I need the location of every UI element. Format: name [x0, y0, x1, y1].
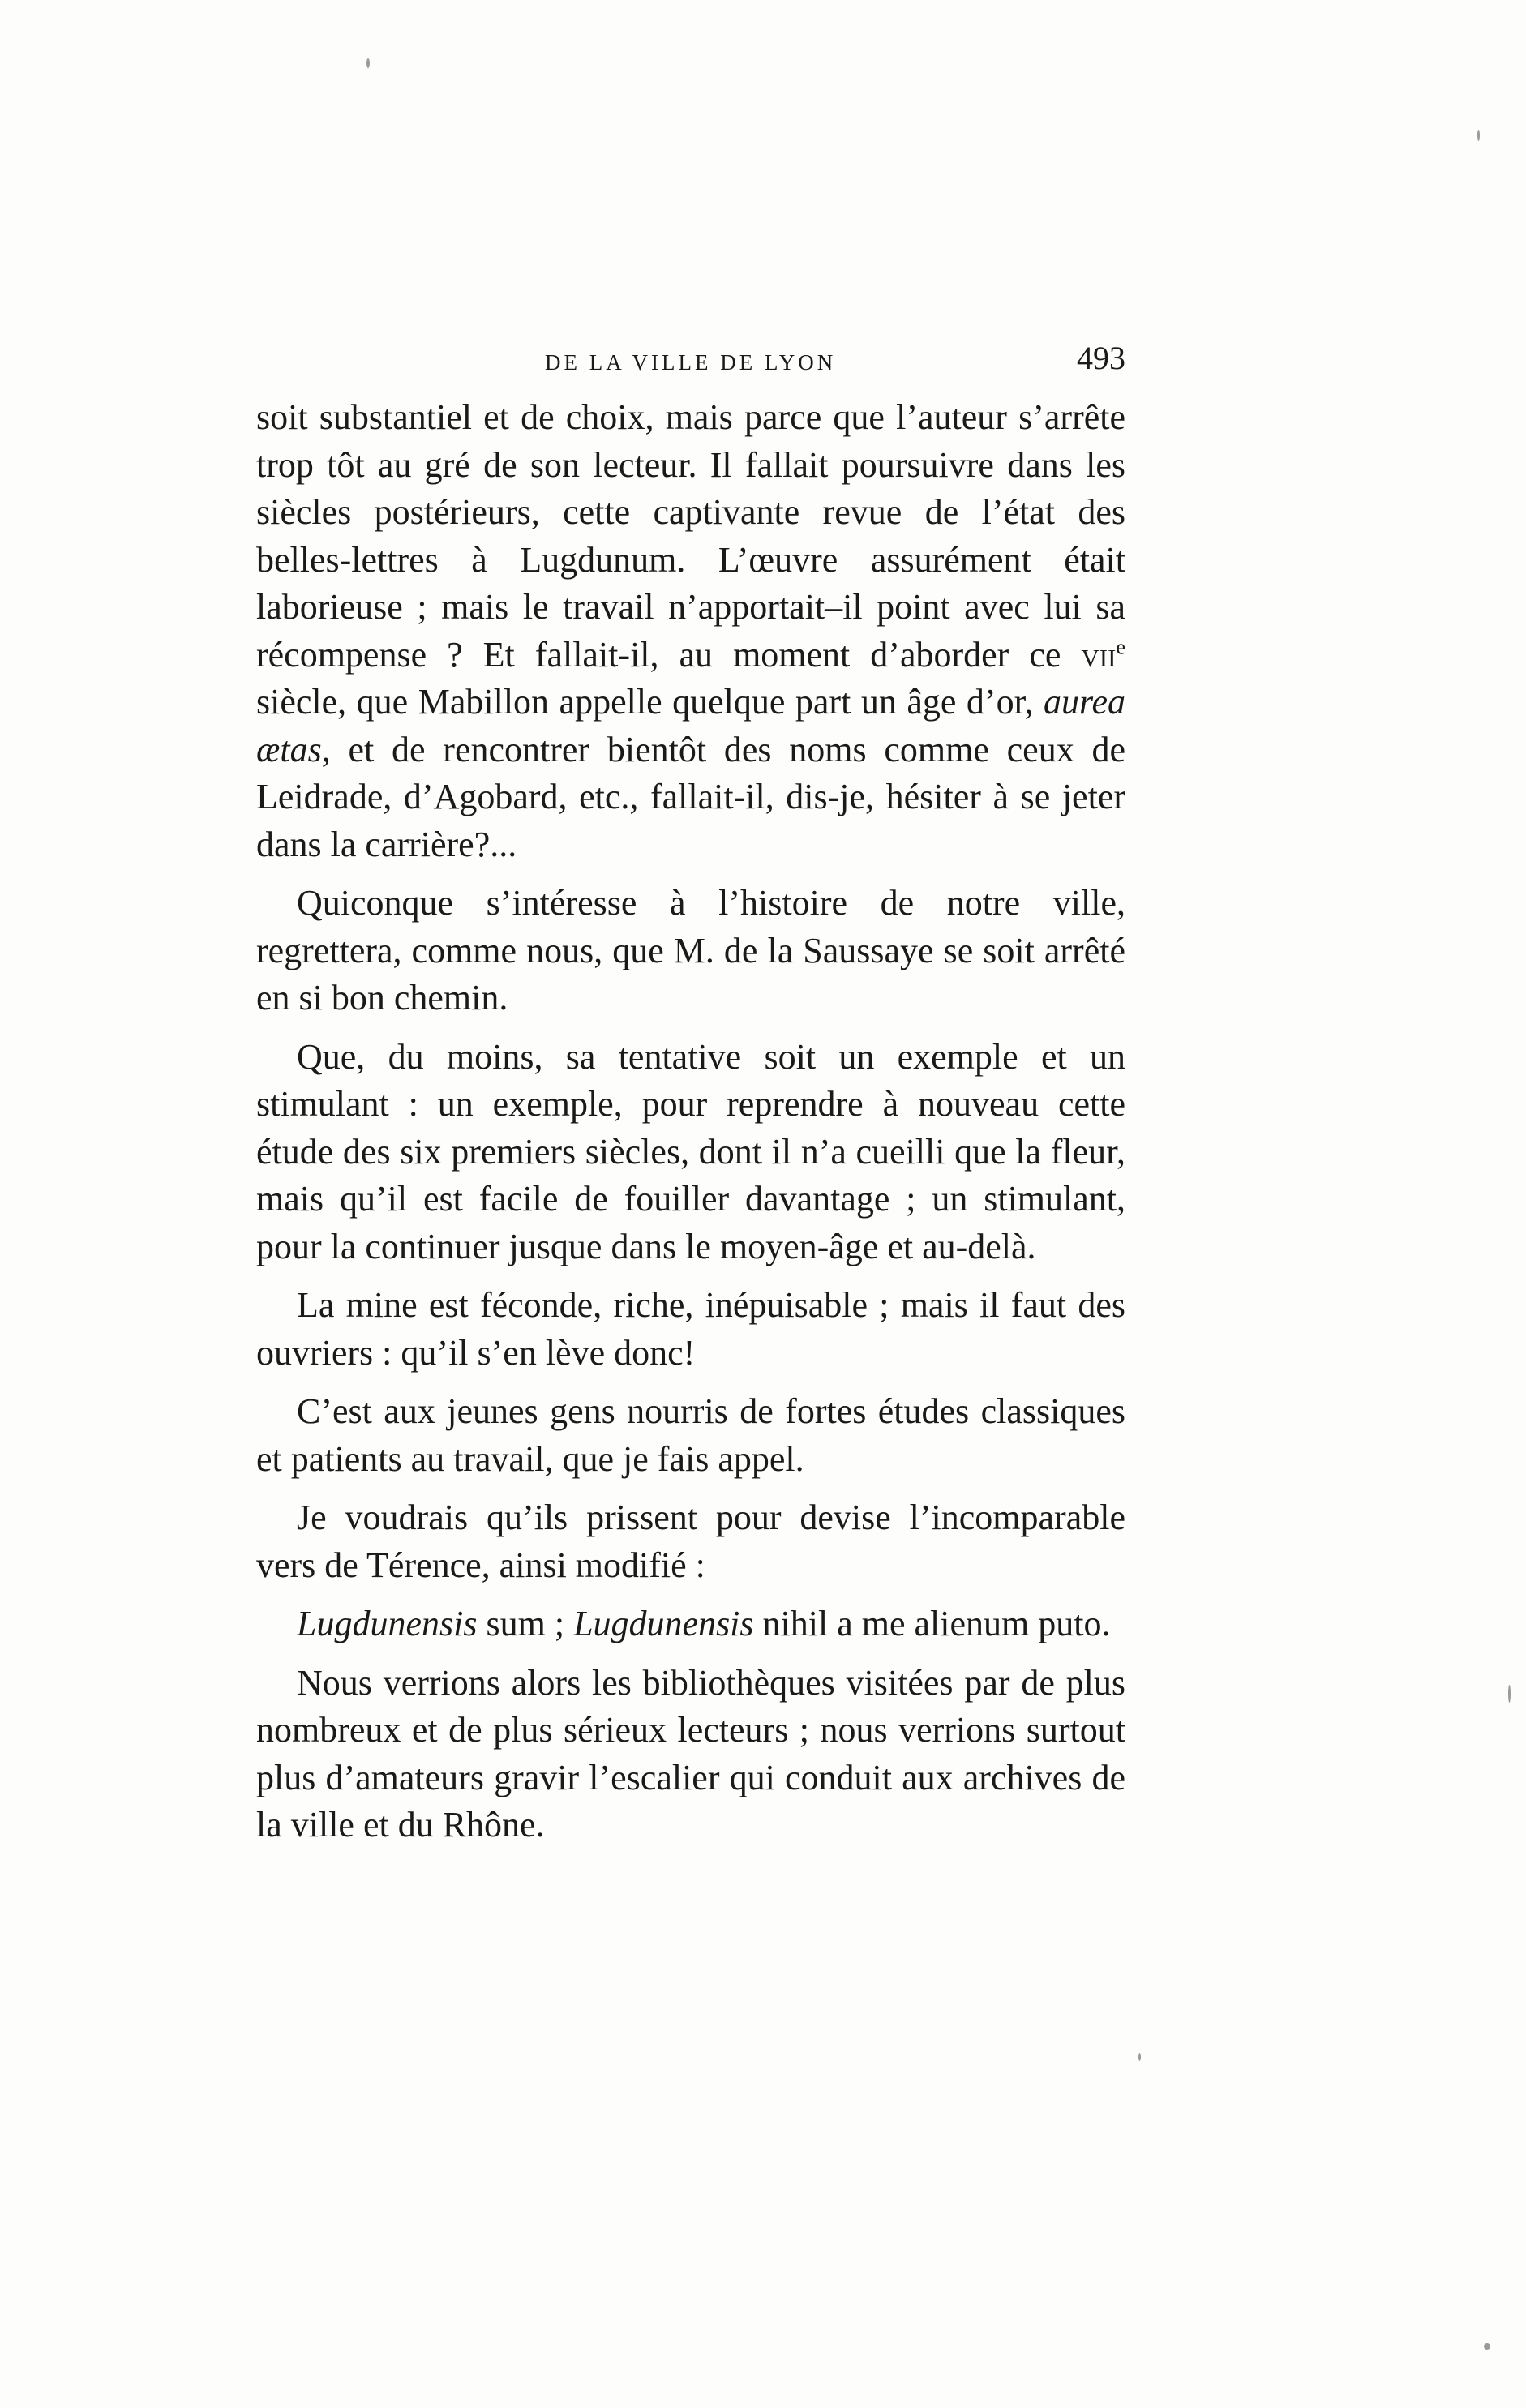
latin-phrase: aurea ætas — [256, 682, 1125, 769]
paragraph-2: Quiconque s’intéresse à l’histoire de notre ville, regrettera, comme nous, que M. de la Saussaye se soit arrêté en si bon chemin. — [256, 883, 1125, 1018]
century-superscript: e — [1116, 634, 1125, 658]
century-numeral: vii — [1081, 634, 1117, 675]
verse-word-2: Lugdunensis — [573, 1604, 754, 1643]
scan-speck — [1477, 130, 1480, 141]
scan-speck — [1508, 1685, 1511, 1703]
scan-speck — [1138, 2053, 1141, 2061]
page-number: 493 — [1077, 340, 1125, 376]
paragraph-1-part-a: soit substantiel et de choix, mais parce que l’auteur s’arrête trop tôt au gré de son lecteur. Il fallait poursuivre dans les siècles postérieurs, cette captivante revue de l’état des belles-lettres à Lugdunum. L’œuvre assurément était laborieuse ; mais le travail n’apportait–il point avec lui sa récompense ? Et fallait-il, au moment d’aborder ce — [256, 397, 1125, 675]
verse-part-b: nihil a me alienum puto. — [753, 1604, 1111, 1643]
verse-word-1: Lugdunensis — [297, 1604, 478, 1643]
paragraph-7-verse — [256, 1600, 1125, 1648]
paragraph-4: La mine est féconde, riche, inépuisable ; mais il faut des ouvriers : qu’il s’en lève donc! — [256, 1285, 1125, 1373]
paragraph-8: Nous verrions alors les bibliothèques visitées par de plus nombreux et de plus sérieux lecteurs ; nous verrions surtout plus d’amateurs gravir l’escalier qui conduit aux archives de la ville et du Rhône. — [256, 1662, 1125, 1845]
scan-speck — [366, 58, 370, 68]
verse-part-a: sum ; — [477, 1604, 574, 1643]
paragraph-5: C’est aux jeunes gens nourris de fortes études classiques et patients au travail, que je fais appel. — [256, 1391, 1125, 1479]
body-text — [256, 394, 1125, 1849]
paragraph-6: Je voudrais qu’ils prissent pour devise l’incomparable vers de Térence, ainsi modifié : — [256, 1498, 1125, 1585]
running-head — [256, 339, 1125, 388]
running-title: DE LA VILLE DE LYON — [545, 350, 837, 375]
paragraph-3: Que, du moins, sa tentative soit un exemple et un stimulant : un exemple, pour reprendre à nouveau cette étude des six premiers siècles, dont il n’a cueilli que la fleur, mais qu’il est facile de fouiller davantage ; un stimulant, pour la continuer jusque dans le moyen-âge et au-delà. — [256, 1036, 1125, 1266]
paragraph-1 — [256, 394, 1125, 868]
scan-speck — [1484, 2343, 1490, 2350]
paragraph-1-part-b: siècle, que Mabillon appelle quelque part un âge d’or, — [256, 682, 1044, 722]
paragraph-1-part-c: , et de rencontrer bientôt des noms comme ceux de Leidrade, d’Agobard, etc., fallait-il, dis-je, hésiter à se jeter dans la carrière?... — [256, 729, 1125, 864]
